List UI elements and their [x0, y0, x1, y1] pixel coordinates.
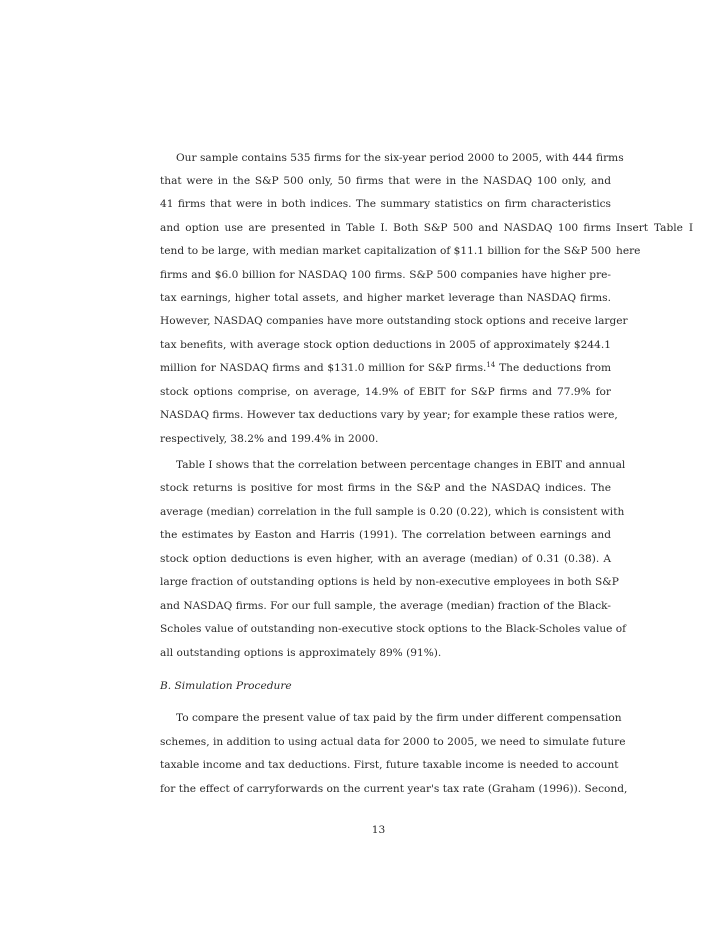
paragraph-line: taxable income and tax deductions. First, future taxable income is needed to account [160, 759, 619, 771]
paragraph-line: and option use are presented in Table I. Both S&P 500 and NASDAQ 100 firms [160, 222, 611, 234]
paragraph-line: large fraction of outstanding options is held by non-executive employees in both S&P [160, 576, 619, 588]
paragraph-line: Scholes value of outstanding non-executive stock options to the Black-Scholes value of [160, 623, 627, 635]
paragraph-line: the estimates by Easton and Harris (1991). The correlation between earnings and [160, 529, 611, 541]
paragraph-line: Table I shows that the correlation between percentage changes in EBIT and annual [176, 459, 626, 471]
margin-note-line: here [616, 245, 641, 257]
section-heading: B. Simulation Procedure [160, 680, 292, 692]
paragraph-line: tend to be large, with median market capitalization of $11.1 billion for the S&P 500 [160, 245, 612, 257]
paragraph-line: stock option deductions is even higher, with an average (median) of 0.31 (0.38). A [160, 553, 611, 565]
paragraph-line: that were in the S&P 500 only, 50 firms that were in the NASDAQ 100 only, and [160, 175, 611, 187]
paragraph-line: firms and $6.0 billion for NASDAQ 100 firms. S&P 500 companies have higher pre- [160, 269, 611, 281]
paragraph-line: average (median) correlation in the full sample is 0.20 (0.22), which is consistent with [160, 506, 625, 518]
paragraph-line: NASDAQ firms. However tax deductions vary by year; for example these ratios were, [160, 409, 618, 421]
paragraph-line: However, NASDAQ companies have more outstanding stock options and receive larger [160, 315, 628, 327]
line-text-tail: The deductions from [495, 362, 611, 374]
margin-note-line: Insert Table I [616, 222, 693, 234]
paragraph-line: 41 firms that were in both indices. The summary statistics on firm characteristics [160, 198, 611, 210]
line-text: million for NASDAQ firms and $131.0 million for S&P firms. [160, 362, 487, 374]
paragraph-line: schemes, in addition to using actual data for 2000 to 2005, we need to simulate future [160, 736, 626, 748]
paragraph-line: stock options comprise, on average, 14.9% of EBIT for S&P firms and 77.9% for [160, 386, 611, 398]
paragraph-line: Our sample contains 535 firms for the six-year period 2000 to 2005, with 444 firms [176, 152, 624, 164]
paragraph-line: tax earnings, higher total assets, and higher market leverage than NASDAQ firms. [160, 292, 611, 304]
footnote-marker[interactable]: 14 [486, 361, 496, 369]
paragraph-line: respectively, 38.2% and 199.4% in 2000. [160, 433, 379, 445]
paragraph-line: all outstanding options is approximately 89% (91%). [160, 647, 442, 659]
paragraph-line: and NASDAQ firms. For our full sample, the average (median) fraction of the Black- [160, 600, 611, 612]
paragraph-line: To compare the present value of tax paid by the firm under different compensation [176, 712, 622, 724]
paragraph-line: stock returns is positive for most firms in the S&P and the NASDAQ indices. The [160, 482, 611, 494]
paragraph-line: for the effect of carryforwards on the current year's tax rate (Graham (1996)). Second, [160, 783, 628, 795]
page-number: 13 [371, 824, 386, 836]
paragraph-line: tax benefits, with average stock option deductions in 2005 of approximately $244.1 [160, 339, 611, 351]
paragraph-line-with-footnote [160, 361, 611, 375]
